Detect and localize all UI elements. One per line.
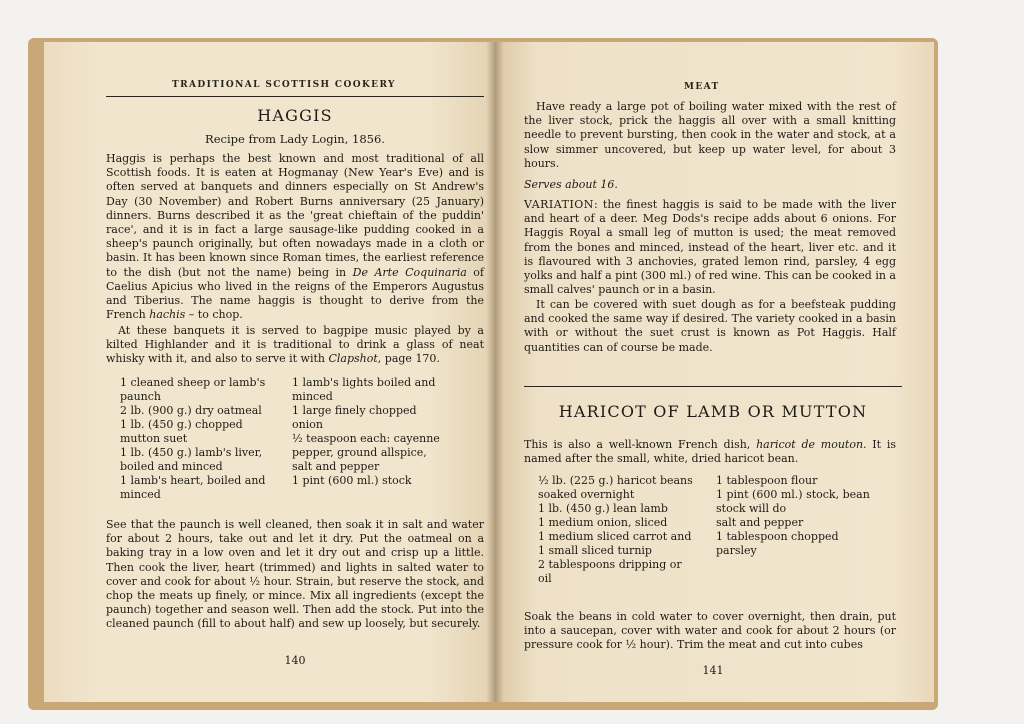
ingredient-item: 1 tablespoon flour (716, 474, 818, 487)
right-page (494, 42, 934, 702)
ingredient-item: 1 lamb's lights boiled and minced (292, 376, 436, 403)
haggis-variation-paragraph: VARIATION: the finest haggis is said to be made with the liver and heart of a deer. Meg Dods's recipe adds about 6 onions. For Haggis Royal a small leg of mutton is used; the meat removed from the bones and minced, instead of the heart, liver etc. and it is flavoured with 3 anchovies, grated lemon rind, parsley, 4 egg yolks and half a pint (300 ml.) of red wine. This can be cooked in a small calves' paunch or in a basin. (524, 198, 896, 297)
page-number-right: 141 (702, 664, 724, 677)
haggis-ingredients-col1 (106, 376, 276, 502)
recipe-title-haggis: HAGGIS (257, 106, 333, 125)
ingredient-item: 1 lb. (450 g.) lamb's liver, boiled and minced (120, 446, 263, 473)
ingredient-item: 1 medium onion, sliced (538, 516, 668, 529)
haggis-banquet-paragraph: At these banquets it is served to bagpipe music played by a kilted Highlander and it is traditional to drink a glass of neat whisky with it, and also to serve it with Clapshot, page 170. (106, 324, 484, 366)
running-head-right: MEAT (684, 82, 720, 92)
ingredient-item: salt and pepper (716, 516, 804, 529)
ingredient-item: 1 pint (600 ml.) stock (292, 474, 412, 487)
ingredient-item: 1 lb. (450 g.) lean lamb (538, 502, 668, 515)
book-gutter (486, 42, 504, 702)
header-rule-left (106, 96, 484, 97)
ingredient-item: 2 tablespoons dripping or oil (538, 558, 682, 585)
ingredient-item: 1 lamb's heart, boiled and minced (120, 474, 266, 501)
haggis-method-continued: Have ready a large pot of boiling water mixed with the rest of the liver stock, prick the haggis all over with a small knitting needle to prevent bursting, then cook in the water and stock, at a slow simmer uncovered, but keep up water level, for about 3 hours. (524, 100, 896, 170)
haricot-ingredients-col1 (524, 474, 694, 586)
recipe-title-haricot: HARICOT OF LAMB OR MUTTON (558, 402, 868, 421)
ingredient-item: 1 cleaned sheep or lamb's paunch (120, 376, 266, 403)
ingredient-item: 1 large finely chopped onion (292, 404, 417, 431)
haggis-serves: Serves about 16. (524, 178, 618, 191)
ingredient-item: 1 medium sliced carrot and 1 small sliced turnip (538, 530, 692, 557)
section-rule (524, 386, 902, 387)
haggis-method-paragraph: See that the paunch is well cleaned, then soak it in salt and water for about 2 hours, take out and let it dry. Put the oatmeal on a baking tray in a low oven and let it dry out and crisp up a little. Then cook the liver, heart (trimmed) and lights in salted water to cover and cook for about ½ hour. Strain, but reserve the stock, and chop the meats up finely, or mince. Mix all ingredients (except the paunch) together and season well. Then add the stock. Put into the cleaned paunch (fill to about half) and sew up loosely, but securely. (106, 518, 484, 631)
ingredient-item: ½ lb. (225 g.) haricot beans soaked overnight (538, 474, 693, 501)
haricot-ingredients-col2 (702, 474, 872, 558)
haricot-ingredients (524, 474, 902, 614)
haricot-method-paragraph: Soak the beans in cold water to cover overnight, then drain, put into a saucepan, cover with water and cook for about 2 hours (or pressure cook for ½ hour). Trim the meat and cut into cubes (524, 610, 896, 652)
ingredient-item: 1 tablespoon chopped parsley (716, 530, 839, 557)
haggis-suet-paragraph: It can be covered with suet dough as for a beefsteak pudding and cooked the same way if desired. The variety cooked in a basin with or without the suet crust is known as Pot Haggis. Half quantities can of course be made. (524, 298, 896, 354)
page-number-left: 140 (284, 654, 306, 667)
haggis-intro-paragraph: Haggis is perhaps the best known and most traditional of all Scottish foods. It is eaten at Hogmanay (New Year's Eve) and is often served at banquets and dinners especially on St Andrew's Day (30 November) and Robert Burns anniversary (25 January) dinners. Burns described it as the 'great chieftain of the puddin' race', and it is in fact a large sausage-like pudding cooked in a sheep's paunch originally, but often nowadays made in a cloth or basin. It has been known since Roman times, the earliest reference to the dish (but not the name) being in De Arte Coquinaria of Caelius Apicius who lived in the reigns of the Emperors Augustus and Tiberius. The name haggis is thought to derive from the French hachis – to chop. (106, 152, 484, 322)
running-head-left: TRADITIONAL SCOTTISH COOKERY (172, 80, 396, 90)
ingredient-item: 1 pint (600 ml.) stock, bean stock will do (716, 488, 870, 515)
left-page (44, 42, 494, 702)
ingredient-item: 1 lb. (450 g.) chopped mutton suet (120, 418, 243, 445)
ingredient-item: 2 lb. (900 g.) dry oatmeal (120, 404, 262, 417)
haggis-ingredients (106, 376, 484, 536)
recipe-subtitle-haggis: Recipe from Lady Login, 1856. (205, 132, 385, 146)
ingredient-item: ½ teaspoon each: cayenne pepper, ground allspice, salt and pepper (292, 432, 440, 473)
haricot-intro-paragraph: This is also a well-known French dish, haricot de mouton. It is named after the small, white, dried haricot bean. (524, 438, 896, 466)
haggis-ingredients-col2 (278, 376, 448, 488)
